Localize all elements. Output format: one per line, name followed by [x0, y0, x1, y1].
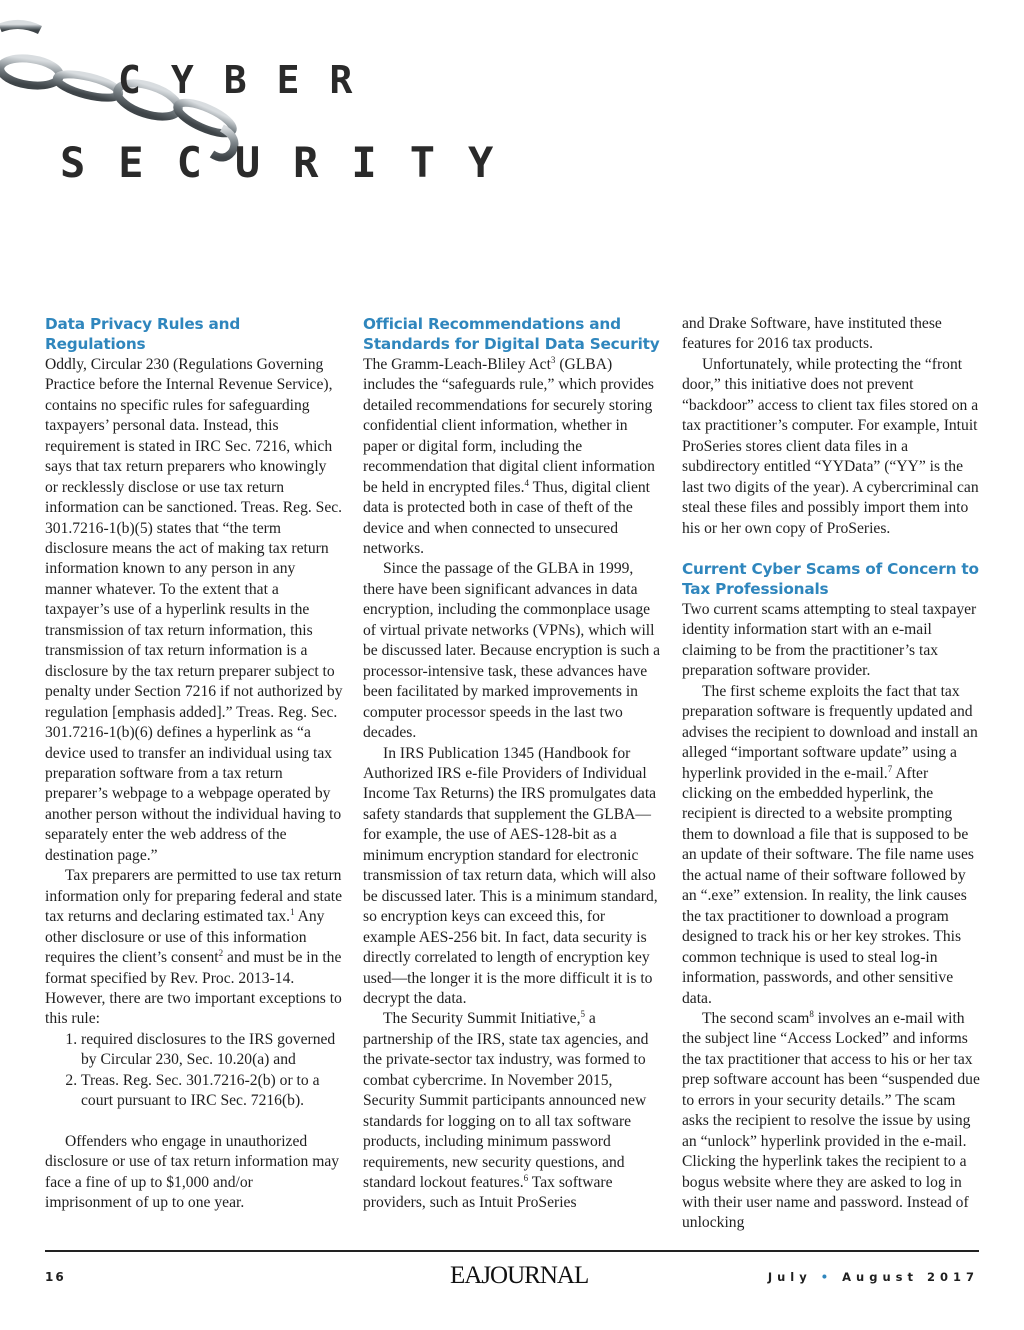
list-item: 1. required disclosures to the IRS governed by Circular 230, Sec. 10.20(a) and	[81, 1030, 343, 1071]
hero-title-cyber: CYBER	[118, 58, 383, 102]
hero-banner	[0, 0, 1024, 250]
paragraph: Two current scams attempting to steal taxpayer identity information start with an e-mail claiming to be from the practitioner’s tax preparation software provider.	[682, 600, 977, 680]
footer-divider	[45, 1250, 979, 1252]
issue-date: July • August 2017	[767, 1270, 979, 1284]
footnote-ref: 8	[809, 1008, 814, 1019]
paragraph: and Drake Software, have instituted these features for 2016 tax products.	[682, 315, 942, 353]
hero-title-security: SECURITY	[60, 138, 527, 187]
column-3	[682, 314, 980, 1234]
paragraph: Tax preparers are permitted to use tax return information only for preparing federal and state tax returns and declaring estimated tax.$^1$ Any other disclosure or use of this information requires the client’s consent$^2$ and must be in the format specified by Rev. Proc. 2013-14. However, there are two important exceptions to this rule:	[45, 867, 343, 1028]
paragraph: Oddly, Circular 230 (Regulations Governing Practice before the Internal Revenue Service), contains no specific rules for safeguarding taxpayers’ personal data. Instead, this requirement is stated in IRC Sec. 7216, which says that tax return preparers who knowingly or recklessly disclose or use tax return information can be sanctioned. Treas. Reg. Sec. 301.7216-1(b)(5) states that “the term disclosure means the act of making tax return information known to any person in any manner whatever. To the extent that a taxpayer’s use of a hyperlink results in the transmission of tax return information, this transmission of tax return information is a disclosure by the tax return preparer subject to penalty under Section 7216 if not authorized by regulation [emphasis added].” Treas. Reg. Sec. 301.7216-1(b)(6) defines a hyperlink as “a device used to transfer an individual using tax preparation software from a tax return preparer’s webpage to a webpage operated by another person without the individual having to separately enter the web address of the destination page.”	[45, 355, 343, 864]
paragraph: Since the passage of the GLBA in 1999, there have been significant advances in data encryption, including the commonplace usage of virtual private networks (VPNs), which will be discussed later. Because encryption is such a processor-intensive task, these advances have been facilitated by marked improvements in computer processor speeds in the last two decades.	[363, 560, 661, 742]
page-footer	[45, 1262, 979, 1292]
paragraph: The Security Summit Initiative,$^5$ a partnership of the IRS, state tax agencies, and the private-sector tax industry, was formed to combat cybercrime. In November 2015, Security Summit participants announced new standards for logging on to all tax software products, including minimum password requirements, new security questions, and standard lockout features.$^6$ Tax software providers, such as Intuit ProSeries	[363, 1009, 649, 1212]
footnote-ref: 3	[550, 354, 556, 365]
paragraph: Unfortunately, while protecting the “front door,” this initiative does not prevent “backdoor” access to client tax files stored on a tax practitioner’s computer. For example, Intuit ProSeries stores client data files in a subdirectory entitled “YYData” (“YY” is the last two digits of the year). A cybercriminal can steal these files and possibly import them into his or her own copy of ProSeries.	[682, 355, 979, 537]
footnote-ref: 1	[290, 906, 295, 917]
list-item: 2. Treas. Reg. Sec. 301.7216-2(b) or to a court pursuant to IRC Sec. 7216(b).	[81, 1071, 343, 1112]
column-2	[363, 314, 661, 1214]
footnote-ref: 4	[524, 477, 530, 488]
paragraph: Offenders who engage in unauthorized disclosure or use of tax return information may face a fine of up to $1,000 and/or imprisonment of up to one year.	[45, 1132, 340, 1212]
section-heading-data-privacy: Data Privacy Rules and Regulations	[45, 315, 241, 354]
exceptions-list	[45, 1030, 343, 1112]
footnote-ref: 7	[887, 763, 893, 774]
page-number: 16	[45, 1270, 66, 1284]
paragraph: The Gramm-Leach-Bliley Act$^3$ (GLBA) includes the “safeguards rule,” which provides detailed recommendations for securely storing confidential client information, whether in paper or digital form, including the recommendation that digital client information be held in encrypted files.$^4$ Thus, digital client data is protected both in case of theft of the device and when connected to unsecured networks.	[363, 354, 655, 557]
footnote-ref: 6	[523, 1172, 529, 1183]
column-1	[45, 314, 343, 1213]
footnote-ref: 2	[218, 947, 224, 958]
paragraph: The second scam$^8$ involves an e-mail with the subject line “Access Locked” and informs the tax practitioner that access to his or her tax prep software account has been “suspended due to errors in your security details.” The scam asks the recipient to resolve the issue by using an “unlock” hyperlink provided in the e-mail. Clicking the hyperlink takes the recipient to a bogus website where they are asked to log in with their user name and password. Instead of unlocking	[682, 1008, 980, 1232]
separator-dot: •	[820, 1270, 834, 1284]
section-heading-cyber-scams: Current Cyber Scams of Concern to Tax Professionals	[682, 559, 979, 599]
chain-illustration	[0, 0, 1024, 250]
journal-logo: EAJOURNAL	[450, 1262, 589, 1289]
paragraph: In IRS Publication 1345 (Handbook for Authorized IRS e-file Providers of Individual Income Tax Returns) the IRS promulgates data safety standards that supplement the GLBA—for example, the use of AES-128-bit as a minimum encryption standard for electronic transmission of tax return data, which will also be discussed later. This is a minimum standard, so encryption keys can exceed this, for example AES-256 bit. In fact, data security is directly correlated to length of encryption key used—the longer it is the more difficult it is to decrypt the data.	[363, 744, 658, 1007]
paragraph: The first scheme exploits the fact that tax preparation software is frequently updated and advises the recipient to download and install an alleged “important software update” using a hyperlink provided in the e-mail.$^7$ After clicking on the embedded hyperlink, the recipient is directed to a website prompting them to download a file that is supposed to be an update of their software. The file name uses the actual name of their software followed by an “.exe” extension. In reality, the link causes the tax practitioner to download a program designed to track his or her key strokes. This common technique is used to steal log-in information, passwords, and other sensitive data.	[682, 682, 978, 1007]
footnote-ref: 5	[580, 1009, 585, 1020]
section-heading-official-recommendations: Official Recommendations and Standards for Digital Data Security	[363, 315, 660, 354]
